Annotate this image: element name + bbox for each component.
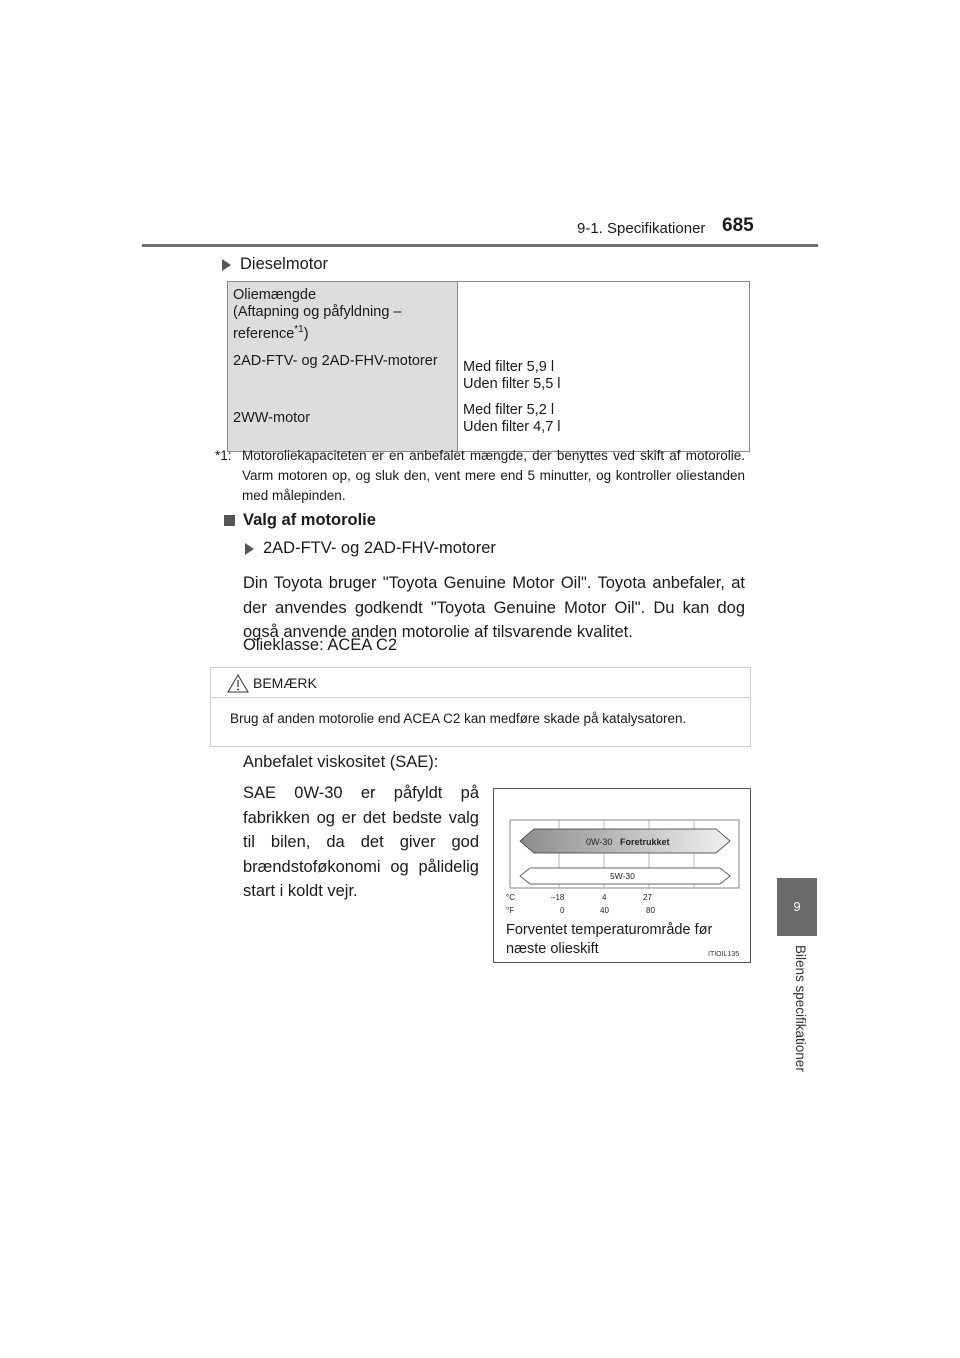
preferred-oil-label: 0W-30 xyxy=(586,837,613,847)
engine-subheading: 2AD-FTV- og 2AD-FHV-motorer xyxy=(245,539,496,558)
chapter-tab[interactable]: 9 xyxy=(777,878,817,936)
viscosity-figure xyxy=(493,788,751,963)
footnote-text: Motoroliekapaciteten er en anbefalet mængde, der benyttes ved skift af motorolie. Varm motoren op, og sluk den, vent mere end 5 minutter, og kontroller oliestanden med målepinden. xyxy=(242,448,745,503)
oil-capacity-table xyxy=(227,281,750,452)
section-title: 9-1. Specifikationer xyxy=(577,220,706,237)
triangle-bullet-icon xyxy=(222,259,231,271)
diesel-heading xyxy=(222,255,328,274)
table-cell-value: Med filter 5,9 l Uden filter 5,5 l xyxy=(458,348,750,398)
fahrenheit-unit: °F xyxy=(506,906,515,915)
oil-recommendation-text: Din Toyota bruger "Toyota Genuine Motor Oil". Toyota anbefaler, at der anvendes godkendt "Toyota Genuine Motor Oil". Du kan dog også anvende anden motorolie af tilsvarende kvalitet. xyxy=(243,574,745,641)
tick-label: 40 xyxy=(600,906,609,915)
notice-text: Brug af anden motorolie end ACEA C2 kan medføre skade på katalysatoren. xyxy=(230,711,687,726)
oil-selection-heading: Valg af motorolie xyxy=(224,511,376,530)
figure-caption: Forventet temperaturområde før næste olieskift xyxy=(506,922,713,957)
tick-label: –18 xyxy=(551,893,565,902)
warning-icon xyxy=(227,674,249,693)
table-cell-value xyxy=(458,282,750,348)
tick-label: 0 xyxy=(560,906,565,915)
tick-label: 27 xyxy=(643,893,652,902)
tick-label: 80 xyxy=(646,906,655,915)
preferred-tag: Foretrukket xyxy=(620,837,670,847)
tick-label: 4 xyxy=(602,893,607,902)
chapter-tab-label: Bilens specifikationer xyxy=(793,945,808,1072)
table-cell-label: 2AD-FTV- og 2AD-FHV-motorer xyxy=(228,348,458,398)
table-cell-label: Oliemængde (Aftapning og påfyldning – reference$^{*1}$) xyxy=(228,282,458,348)
footnote-mark: *1: xyxy=(215,448,232,463)
header-divider xyxy=(142,244,818,247)
notice-header xyxy=(211,668,750,698)
triangle-bullet-icon xyxy=(245,543,254,555)
diesel-heading-text: Dieselmotor xyxy=(240,255,329,273)
page-number: 685 xyxy=(722,215,754,236)
viscosity-label: Anbefalet viskositet (SAE): xyxy=(243,753,439,771)
table-row xyxy=(228,282,750,348)
footnote xyxy=(215,446,745,506)
table-cell-label: 2WW-motor xyxy=(228,398,458,452)
notice-title: BEMÆRK xyxy=(253,675,317,691)
celsius-unit: °C xyxy=(506,893,515,902)
notice-box xyxy=(210,667,751,747)
square-bullet-icon xyxy=(224,515,235,526)
oil-class: Olieklasse: ACEA C2 xyxy=(243,636,398,654)
figure-id: ITIOIL135 xyxy=(708,951,740,958)
table-row xyxy=(228,348,750,398)
table-row xyxy=(228,398,750,452)
alt-oil-label: 5W-30 xyxy=(610,871,635,881)
table-cell-value: Med filter 5,2 l Uden filter 4,7 l xyxy=(458,398,750,452)
viscosity-text: SAE 0W-30 er påfyldt på fabrikken og er det bedste valg til bilen, da det giver god brændstoføkonomi og pålidelig start i koldt vejr. xyxy=(243,784,479,900)
